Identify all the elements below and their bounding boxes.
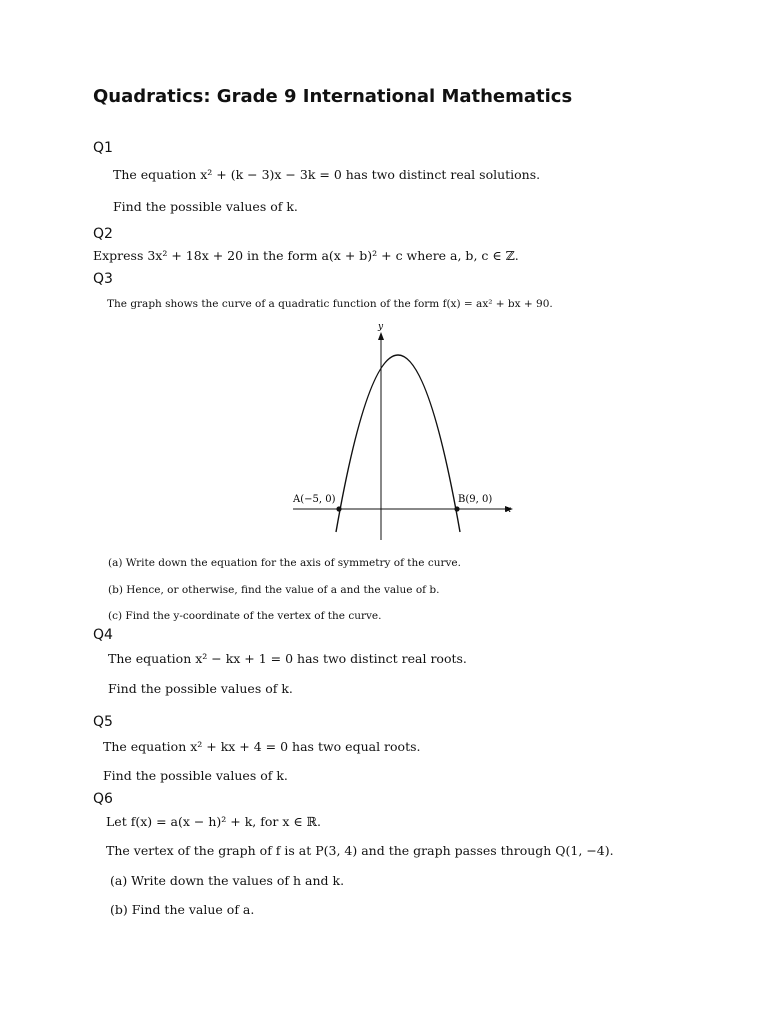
q3-part-a: (a) Write down the equation for the axis of symmetry of the curve.: [108, 557, 461, 569]
q1-task: Find the possible values of k.: [113, 199, 298, 214]
question-label-q1: Q1: [93, 140, 113, 156]
q3-part-b: (b) Hence, or otherwise, find the value of a and the value of b.: [108, 584, 440, 596]
point-b-label: B(9, 0): [458, 494, 493, 505]
x-axis-label: x: [506, 505, 512, 515]
parabola-graph: [285, 318, 520, 543]
point-a-marker: [336, 506, 341, 511]
q3-intro: The graph shows the curve of a quadratic function of the form f(x) = ax² + bx + 90.: [107, 298, 553, 310]
question-label-q5: Q5: [93, 714, 113, 730]
q6-part-a: (a) Write down the values of h and k.: [110, 873, 345, 888]
q3-part-c: (c) Find the y-coordinate of the vertex of the curve.: [108, 610, 382, 622]
point-a-label: A(−5, 0): [293, 494, 336, 505]
q5-statement: The equation x² + kx + 4 = 0 has two equal roots.: [103, 739, 421, 754]
q4-statement: The equation x² − kx + 1 = 0 has two distinct real roots.: [108, 651, 467, 666]
q6-vertex-info: The vertex of the graph of f is at P(3, 4) and the graph passes through Q(1, −4).: [106, 843, 614, 858]
q4-task: Find the possible values of k.: [108, 681, 293, 696]
page-title: Quadratics: Grade 9 International Mathematics: [93, 86, 573, 107]
q1-statement: The equation x² + (k − 3)x − 3k = 0 has two distinct real solutions.: [113, 167, 541, 182]
question-label-q2: Q2: [93, 226, 113, 242]
question-label-q6: Q6: [93, 791, 113, 807]
q5-task: Find the possible values of k.: [103, 768, 288, 783]
q6-part-b: (b) Find the value of a.: [110, 902, 255, 917]
y-axis-arrow: [378, 332, 384, 340]
y-axis-label: y: [378, 322, 384, 332]
question-label-q3: Q3: [93, 271, 113, 287]
q2-statement: Express 3x² + 18x + 20 in the form a(x + b)² + c where a, b, c ∈ ℤ.: [93, 248, 519, 263]
q6-definition: Let f(x) = a(x − h)² + k, for x ∈ ℝ.: [106, 814, 321, 829]
question-label-q4: Q4: [93, 627, 113, 643]
point-b-marker: [454, 506, 459, 511]
parabola-curve: [336, 355, 460, 532]
